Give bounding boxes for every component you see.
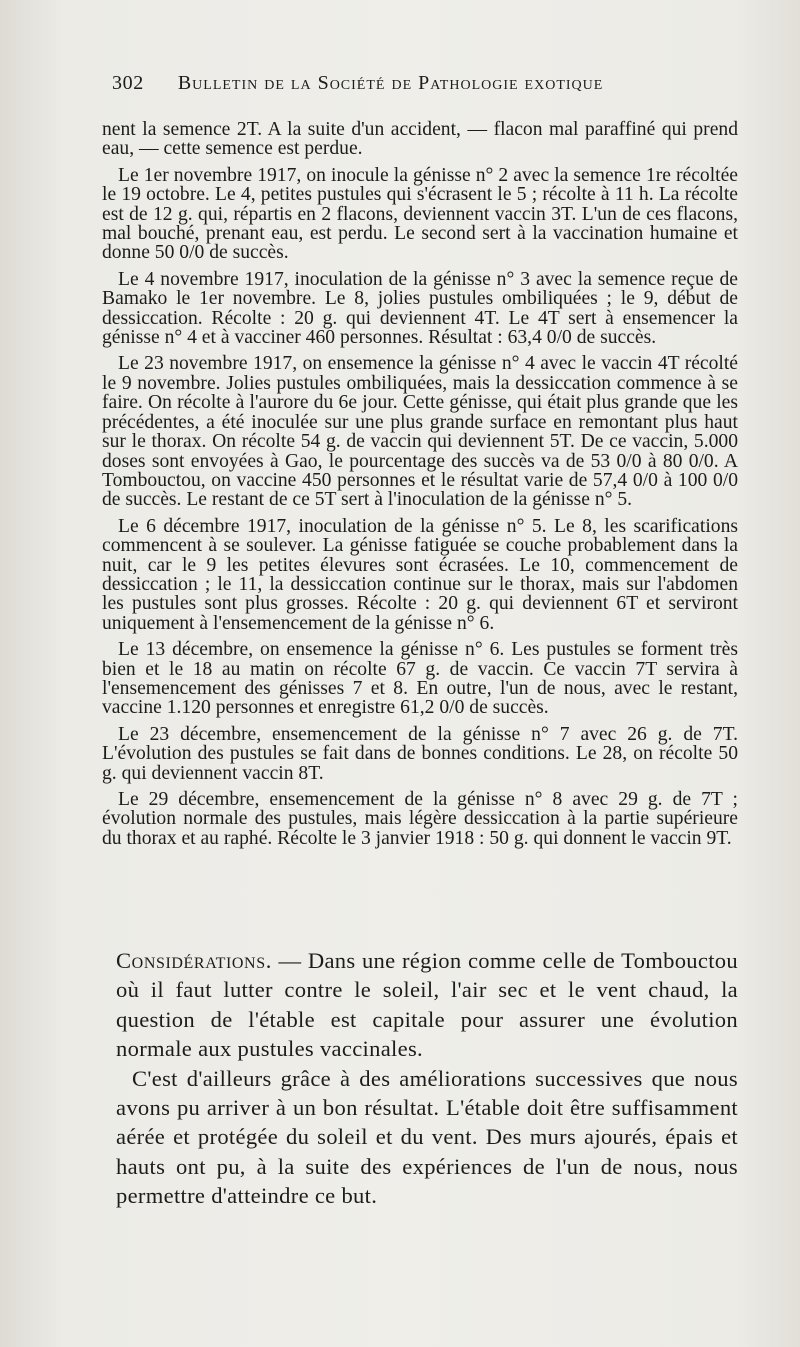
paragraph: Le 23 décembre, ensemencement de la génisse n° 7 avec 26 g. de 7T. L'évolution des pustules se fait dans de bonnes conditions. Le 28, on récolte 50 g. qui deviennent vaccin 8T.	[102, 723, 738, 784]
page-header	[112, 72, 702, 95]
small-text-section	[102, 120, 738, 855]
considerations-text: — Dans une région comme celle de Tombouctou où il faut lutter contre le soleil, l'air sec et le vent chaud, la question de l'étable est capitale pour assurer une évolution normale aux pustules vaccinales.	[116, 948, 738, 1062]
paragraph: Le 4 novembre 1917, inoculation de la génisse n° 3 avec la semence reçue de Bamako le 1er novembre. Le 8, jolies pustules ombiliquées ; le 9, début de dessiccation. Récolte : 20 g. qui deviennent 4T. Le 4T sert à ensemencer la génisse n° 4 et à vacciner 460 personnes. Résultat : 63,4 0/0 de succès.	[102, 268, 738, 349]
paragraph: Le 13 décembre, on ensemence la génisse n° 6. Les pustules se forment très bien et le 18 au matin on récolte 67 g. de vaccin. Ce vaccin 7T servira à l'ensemencement des génisses 7 et 8. En outre, l'un de nous, avec le restant, vaccine 1.120 personnes et enregistre 61,2 0/0 de succès.	[102, 639, 738, 719]
considerations-paragraph	[116, 946, 738, 1064]
paragraph: C'est d'ailleurs grâce à des améliorations successives que nous avons pu arriver à un bon résultat. L'étable doit être suffisamment aérée et protégée du soleil et du vent. Des murs ajourés, épais et hauts ont pu, à la suite des expériences de l'un de nous, nous permettre d'atteindre ce but.	[116, 1065, 738, 1209]
running-title: Bulletin de la Société de Pathologie exotique	[177, 72, 604, 94]
paragraph: Le 6 décembre 1917, inoculation de la génisse n° 5. Le 8, les scarifications commencent à se soulever. La génisse fatiguée se couche probablement dans la nuit, car le 9 les petites élevures sont écrasées. Le 10, commencement de dessiccation ; le 11, la dessiccation continue sur le thorax, mais sur l'abdomen les pustules sont plus grosses. Récolte : 20 g. qui deviennent 6T et serviront uniquement à l'ensemencement de la génisse n° 6.	[102, 515, 738, 634]
considerations-heading: Considérations.	[116, 948, 272, 973]
paragraph: Le 1er novembre 1917, on inocule la génisse n° 2 avec la semence 1re récoltée le 19 octobre. Le 4, petites pustules qui s'écrasent le 5 ; récolte à 11 h. La récolte est de 12 g. qui, répartis en 2 flacons, deviennent vaccin 3T. L'un de ces flacons, mal bouché, prenant eau, est perdu. Le second sert à la vaccination humaine et donne 50 0/0 de succès.	[102, 164, 738, 264]
paragraph: Le 29 décembre, ensemencement de la génisse n° 8 avec 29 g. de 7T ; évolution normale des pustules, mais légère dessiccation à la partie supérieure du thorax et au raphé. Récolte le 3 janvier 1918 : 50 g. qui donnent le vaccin 9T.	[102, 789, 738, 849]
considerations-section	[116, 946, 738, 1211]
paragraph: Le 23 novembre 1917, on ensemence la génisse n° 4 avec le vaccin 4T récolté le 9 novembre. Jolies pustules ombiliquées, mais la dessiccation commence à se faire. On récolte à l'aurore du 6e jour. Cette génisse, qui était plus grande que les précédentes, a été inoculée sur une plus grande surface en remontant plus haut sur le thorax. On récolte 54 g. de vaccin qui deviennent 5T. De ce vaccin, 5.000 doses sont envoyées à Gao, le pourcentage des succès va de 53 0/0 à 80 0/0. A Tombouctou, on vaccine 450 personnes et le résultat varie de 57,4 0/0 à 100 0/0 de succès. Le restant de ce 5T sert à l'inoculation de la génisse n° 5.	[102, 353, 738, 511]
page-number: 302	[112, 72, 144, 94]
paragraph: nent la semence 2T. A la suite d'un accident, — flacon mal paraffiné qui prend eau, — cette semence est perdue.	[102, 119, 738, 160]
